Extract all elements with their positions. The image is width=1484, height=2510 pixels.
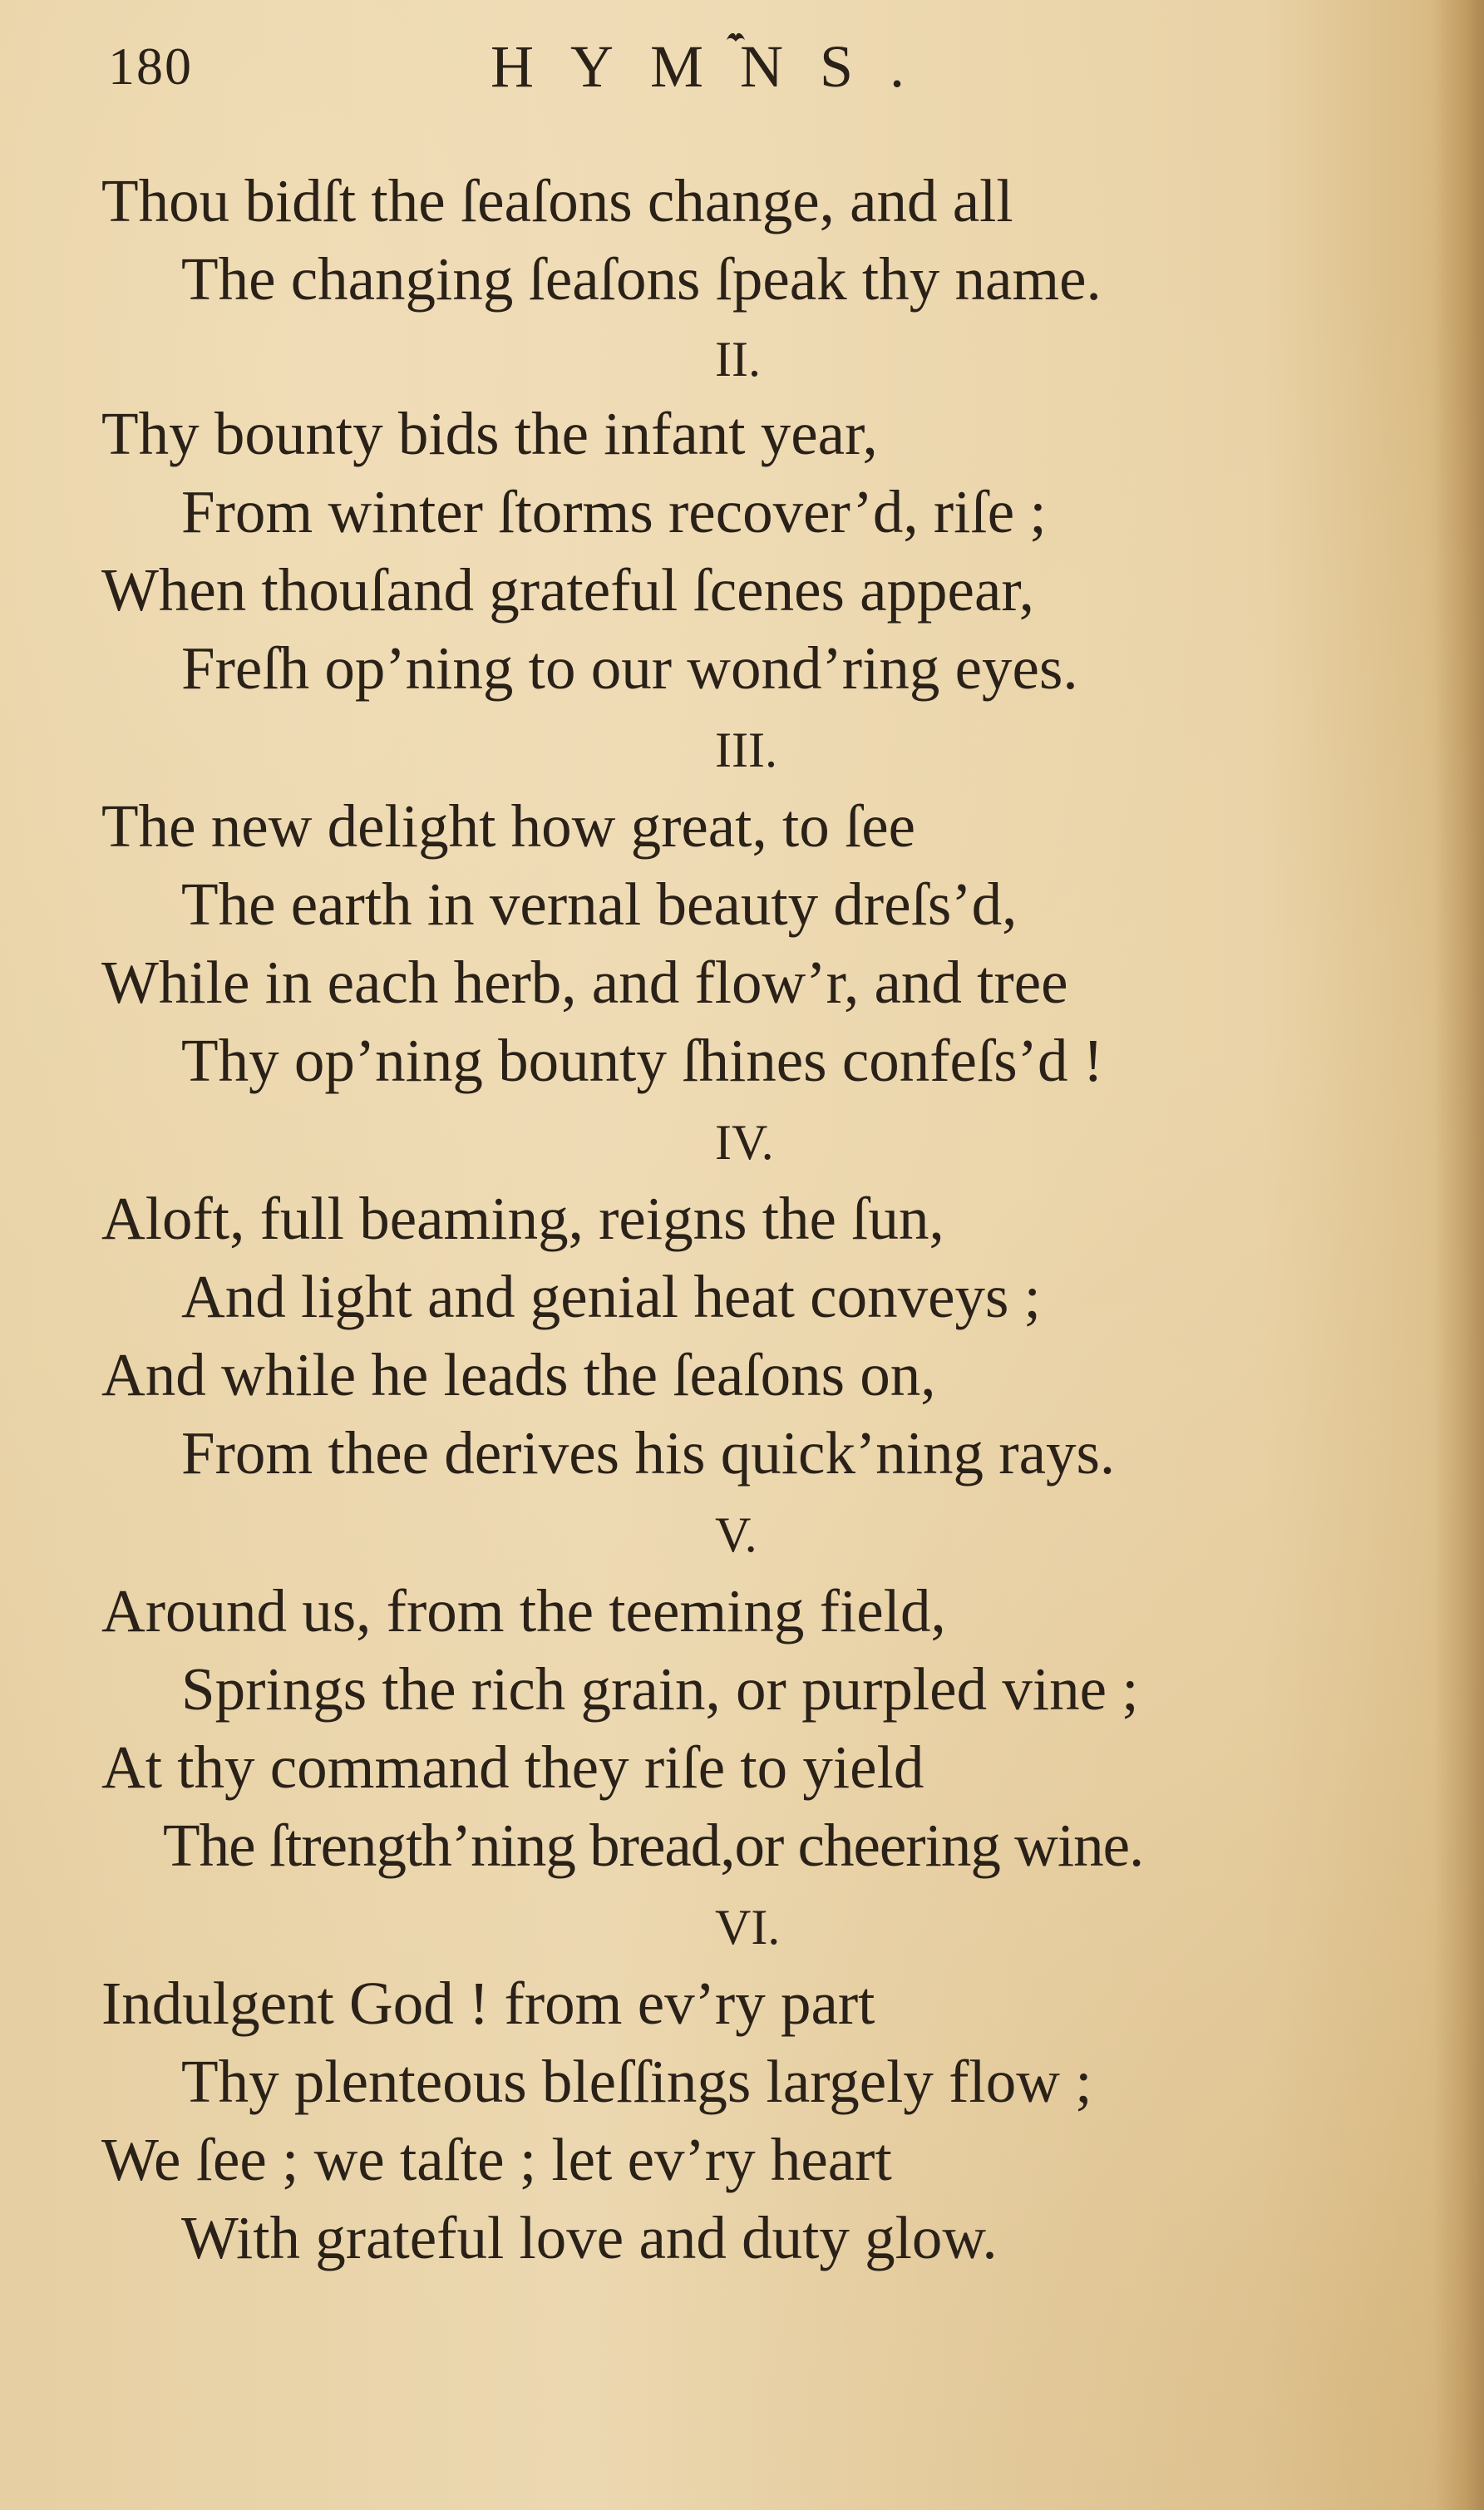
- page-edge-shadow: [1434, 0, 1484, 2510]
- verse-line: From thee derives his quick’ning rays.: [181, 1419, 1116, 1487]
- verse-line: Around us, from the teeming field,: [101, 1577, 946, 1645]
- verse-line: Aloft, full beaming, reigns the ſun,: [101, 1185, 944, 1252]
- stanza-numeral: VI.: [715, 1900, 781, 1955]
- verse-line: The earth in vernal beauty dreſs’d,: [181, 870, 1018, 938]
- verse-line: Springs the rich grain, or purpled vine ;: [181, 1655, 1139, 1723]
- verse-line: Thy plenteous bleſſings largely flow ;: [181, 2048, 1092, 2115]
- verse-line: And while he leads the ſeaſons on,: [101, 1341, 936, 1408]
- verse-line: The new delight how great, to ſee: [101, 792, 916, 860]
- verse-line: And light and genial heat conveys ;: [181, 1263, 1041, 1330]
- verse-line: With grateful love and duty glow.: [181, 2204, 998, 2271]
- verse-line: At thy command they riſe to yield: [101, 1733, 924, 1801]
- stanza-numeral: III.: [715, 722, 777, 777]
- verse-line: Thy op’ning bounty ſhines confeſs’d !: [181, 1027, 1104, 1094]
- verse-line: The ſtrength’ning bread,or cheering wine.: [163, 1812, 1144, 1879]
- verse-line: We ſee ; we taſte ; let ev’ry heart: [101, 2126, 892, 2193]
- running-head: HYMNS.: [491, 33, 942, 100]
- verse-line: While in each herb, and flow’r, and tree: [101, 949, 1068, 1016]
- verse-line: Thou bidſt the ſeaſons change, and all: [101, 167, 1013, 234]
- verse-line: Thy bounty bids the infant year,: [101, 400, 878, 467]
- verse-line: When thouſand grateful ſcenes appear,: [101, 556, 1034, 624]
- verse-line: Indulgent God ! from ev’ry part: [101, 1970, 875, 2037]
- verse-line: From winter ſtorms recover’d, riſe ;: [181, 478, 1047, 545]
- page-header: [108, 25, 1355, 108]
- verse-line: The changing ſeaſons ſpeak thy name.: [181, 245, 1102, 313]
- stanza-numeral: II.: [715, 332, 761, 387]
- stanza-numeral: V.: [715, 1507, 757, 1562]
- stanza-numeral: IV.: [715, 1115, 774, 1170]
- page-number: 180: [108, 37, 193, 96]
- verse-line: Freſh op’ning to our wond’ring eyes.: [181, 634, 1078, 702]
